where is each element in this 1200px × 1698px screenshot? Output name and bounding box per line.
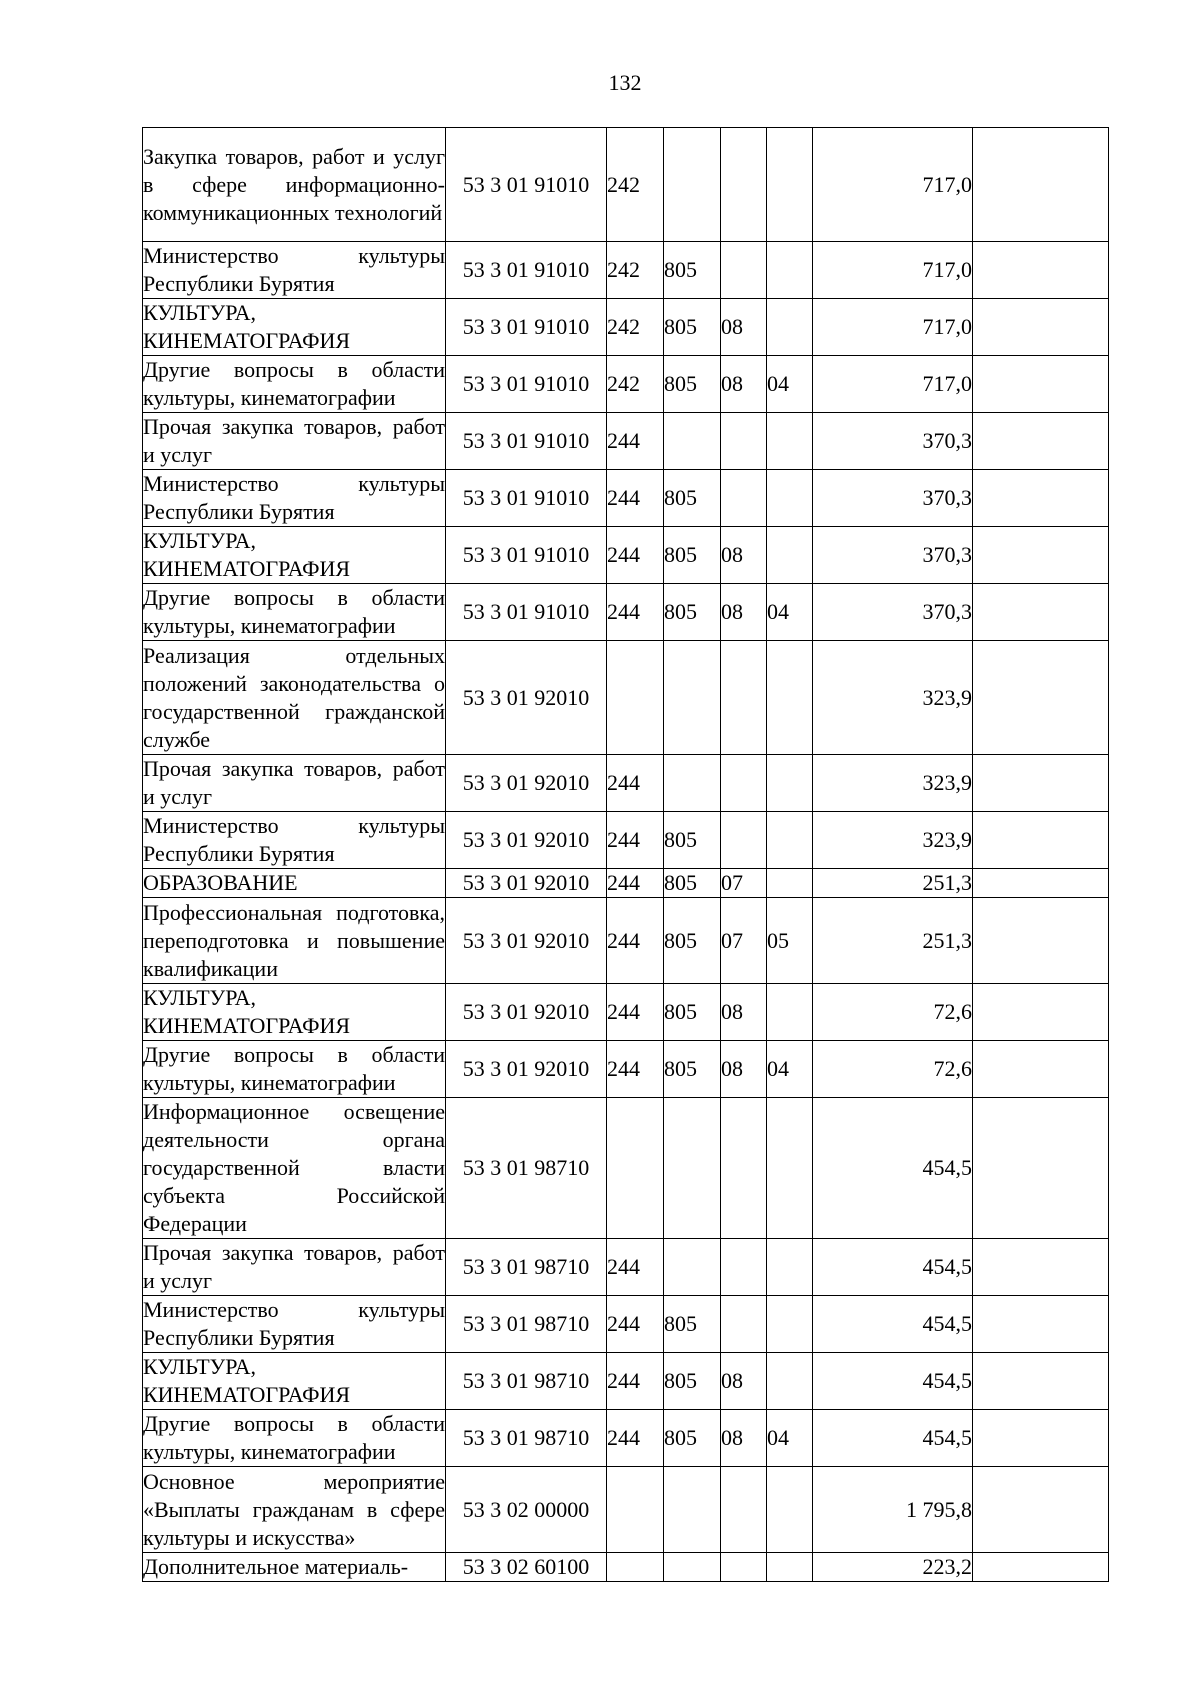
amount-cell: 251,3	[813, 898, 973, 984]
target-article-cell: 53 3 01 92010	[446, 984, 607, 1041]
section-cell: 08	[721, 527, 767, 584]
subsection-cell	[767, 1296, 813, 1353]
subsection-cell: 04	[767, 1041, 813, 1098]
amount-cell: 717,0	[813, 242, 973, 299]
ministry-code-cell: 805	[664, 584, 721, 641]
subsection-cell	[767, 812, 813, 869]
expense-type-cell	[607, 1098, 664, 1239]
empty-cell	[973, 1353, 1109, 1410]
section-cell	[721, 812, 767, 869]
target-article-cell: 53 3 01 92010	[446, 641, 607, 755]
subsection-cell	[767, 527, 813, 584]
section-cell	[721, 242, 767, 299]
amount-cell: 72,6	[813, 984, 973, 1041]
target-article-cell: 53 3 01 91010	[446, 242, 607, 299]
row-name-cell: Другие вопросы в области культуры, кинематографии	[143, 356, 446, 413]
ministry-code-cell: 805	[664, 470, 721, 527]
row-name-cell: Дополнительное материаль-	[143, 1553, 446, 1582]
section-cell: 08	[721, 356, 767, 413]
ministry-code-cell: 805	[664, 984, 721, 1041]
table-body	[143, 128, 1109, 1582]
subsection-cell	[767, 1098, 813, 1239]
section-cell	[721, 755, 767, 812]
empty-cell	[973, 299, 1109, 356]
expense-type-cell: 244	[607, 584, 664, 641]
empty-cell	[973, 869, 1109, 898]
section-cell	[721, 641, 767, 755]
row-name-cell: Министерство культуры Республики Бурятия	[143, 242, 446, 299]
table-row	[143, 812, 1109, 869]
table-row	[143, 413, 1109, 470]
row-name-cell: Реализация отдельных положений законодательства о государственной гражданской службе	[143, 641, 446, 755]
expense-type-cell: 242	[607, 128, 664, 242]
ministry-code-cell	[664, 1553, 721, 1582]
ministry-code-cell: 805	[664, 1410, 721, 1467]
ministry-code-cell: 805	[664, 1353, 721, 1410]
amount-cell: 454,5	[813, 1410, 973, 1467]
target-article-cell: 53 3 01 92010	[446, 869, 607, 898]
section-cell: 08	[721, 1353, 767, 1410]
empty-cell	[973, 755, 1109, 812]
amount-cell: 454,5	[813, 1353, 973, 1410]
amount-cell: 454,5	[813, 1098, 973, 1239]
section-cell	[721, 470, 767, 527]
ministry-code-cell: 805	[664, 1041, 721, 1098]
empty-cell	[973, 470, 1109, 527]
table-row	[143, 1041, 1109, 1098]
target-article-cell: 53 3 01 91010	[446, 584, 607, 641]
table-row	[143, 470, 1109, 527]
target-article-cell: 53 3 01 91010	[446, 356, 607, 413]
amount-cell: 223,2	[813, 1553, 973, 1582]
section-cell	[721, 413, 767, 470]
subsection-cell	[767, 869, 813, 898]
expense-type-cell: 244	[607, 755, 664, 812]
table-row	[143, 1098, 1109, 1239]
section-cell	[721, 1553, 767, 1582]
table-row	[143, 898, 1109, 984]
ministry-code-cell	[664, 128, 721, 242]
expense-type-cell: 244	[607, 869, 664, 898]
table-row	[143, 1410, 1109, 1467]
amount-cell: 370,3	[813, 413, 973, 470]
expense-type-cell: 244	[607, 812, 664, 869]
target-article-cell: 53 3 01 98710	[446, 1353, 607, 1410]
section-cell: 07	[721, 869, 767, 898]
ministry-code-cell: 805	[664, 869, 721, 898]
target-article-cell: 53 3 01 92010	[446, 755, 607, 812]
ministry-code-cell: 805	[664, 242, 721, 299]
ministry-code-cell: 805	[664, 812, 721, 869]
section-cell: 08	[721, 1410, 767, 1467]
table-row	[143, 869, 1109, 898]
row-name-cell: Другие вопросы в области культуры, кинематографии	[143, 1041, 446, 1098]
subsection-cell	[767, 984, 813, 1041]
expense-type-cell: 244	[607, 470, 664, 527]
row-name-cell: Основное мероприятие «Выплаты гражданам в сфере культуры и искусства»	[143, 1467, 446, 1553]
ministry-code-cell: 805	[664, 898, 721, 984]
amount-cell: 370,3	[813, 584, 973, 641]
row-name-cell: Прочая закупка товаров, работ и услуг	[143, 755, 446, 812]
target-article-cell: 53 3 02 00000	[446, 1467, 607, 1553]
amount-cell: 717,0	[813, 128, 973, 242]
row-name-cell: Информационное освещение деятельности органа государственной власти субъекта Российской Федерации	[143, 1098, 446, 1239]
row-name-cell: КУЛЬТУРА, КИНЕМАТОГРАФИЯ	[143, 1353, 446, 1410]
table-row	[143, 1353, 1109, 1410]
table-row	[143, 984, 1109, 1041]
section-cell: 08	[721, 584, 767, 641]
amount-cell: 323,9	[813, 641, 973, 755]
section-cell	[721, 1467, 767, 1553]
row-name-cell: ОБРАЗОВАНИЕ	[143, 869, 446, 898]
target-article-cell: 53 3 02 60100	[446, 1553, 607, 1582]
empty-cell	[973, 898, 1109, 984]
section-cell: 08	[721, 984, 767, 1041]
table-row	[143, 584, 1109, 641]
empty-cell	[973, 413, 1109, 470]
table-row	[143, 128, 1109, 242]
amount-cell: 454,5	[813, 1239, 973, 1296]
section-cell	[721, 1098, 767, 1239]
expense-type-cell: 244	[607, 527, 664, 584]
empty-cell	[973, 527, 1109, 584]
expense-type-cell: 244	[607, 413, 664, 470]
subsection-cell	[767, 470, 813, 527]
row-name-cell: Прочая закупка товаров, работ и услуг	[143, 413, 446, 470]
row-name-cell: Министерство культуры Республики Бурятия	[143, 1296, 446, 1353]
subsection-cell	[767, 413, 813, 470]
expense-type-cell: 244	[607, 1296, 664, 1353]
budget-table	[142, 127, 1109, 1582]
table-row	[143, 299, 1109, 356]
empty-cell	[973, 812, 1109, 869]
empty-cell	[973, 1410, 1109, 1467]
expense-type-cell	[607, 641, 664, 755]
subsection-cell: 04	[767, 584, 813, 641]
subsection-cell	[767, 1553, 813, 1582]
expense-type-cell	[607, 1467, 664, 1553]
subsection-cell: 05	[767, 898, 813, 984]
amount-cell: 323,9	[813, 812, 973, 869]
table-row	[143, 755, 1109, 812]
row-name-cell: Министерство культуры Республики Бурятия	[143, 470, 446, 527]
row-name-cell: КУЛЬТУРА, КИНЕМАТОГРАФИЯ	[143, 984, 446, 1041]
subsection-cell: 04	[767, 1410, 813, 1467]
table-row	[143, 1296, 1109, 1353]
expense-type-cell	[607, 1553, 664, 1582]
target-article-cell: 53 3 01 98710	[446, 1296, 607, 1353]
amount-cell: 717,0	[813, 299, 973, 356]
expense-type-cell: 244	[607, 1353, 664, 1410]
empty-cell	[973, 984, 1109, 1041]
amount-cell: 370,3	[813, 470, 973, 527]
ministry-code-cell: 805	[664, 1296, 721, 1353]
subsection-cell	[767, 1239, 813, 1296]
ministry-code-cell	[664, 413, 721, 470]
section-cell	[721, 1296, 767, 1353]
row-name-cell: Профессиональная подготовка, переподготовка и повышение квалификации	[143, 898, 446, 984]
amount-cell: 717,0	[813, 356, 973, 413]
row-name-cell: КУЛЬТУРА, КИНЕМАТОГРАФИЯ	[143, 527, 446, 584]
empty-cell	[973, 356, 1109, 413]
section-cell: 08	[721, 1041, 767, 1098]
target-article-cell: 53 3 01 98710	[446, 1098, 607, 1239]
section-cell: 07	[721, 898, 767, 984]
table-row	[143, 1239, 1109, 1296]
row-name-cell: КУЛЬТУРА, КИНЕМАТОГРАФИЯ	[143, 299, 446, 356]
empty-cell	[973, 641, 1109, 755]
section-cell	[721, 128, 767, 242]
ministry-code-cell	[664, 641, 721, 755]
amount-cell: 370,3	[813, 527, 973, 584]
page-number: 132	[608, 70, 642, 95]
target-article-cell: 53 3 01 92010	[446, 812, 607, 869]
ministry-code-cell: 805	[664, 356, 721, 413]
expense-type-cell: 242	[607, 242, 664, 299]
amount-cell: 72,6	[813, 1041, 973, 1098]
subsection-cell	[767, 299, 813, 356]
empty-cell	[973, 128, 1109, 242]
ministry-code-cell: 805	[664, 299, 721, 356]
subsection-cell	[767, 641, 813, 755]
subsection-cell	[767, 128, 813, 242]
empty-cell	[973, 1553, 1109, 1582]
target-article-cell: 53 3 01 91010	[446, 470, 607, 527]
table-row	[143, 242, 1109, 299]
amount-cell: 454,5	[813, 1296, 973, 1353]
expense-type-cell: 244	[607, 984, 664, 1041]
amount-cell: 1 795,8	[813, 1467, 973, 1553]
ministry-code-cell	[664, 1467, 721, 1553]
section-cell: 08	[721, 299, 767, 356]
table-row	[143, 641, 1109, 755]
expense-type-cell: 244	[607, 1410, 664, 1467]
empty-cell	[973, 1467, 1109, 1553]
subsection-cell: 04	[767, 356, 813, 413]
subsection-cell	[767, 1353, 813, 1410]
expense-type-cell: 242	[607, 356, 664, 413]
table-row	[143, 527, 1109, 584]
empty-cell	[973, 242, 1109, 299]
target-article-cell: 53 3 01 98710	[446, 1239, 607, 1296]
target-article-cell: 53 3 01 91010	[446, 413, 607, 470]
subsection-cell	[767, 1467, 813, 1553]
expense-type-cell: 244	[607, 1041, 664, 1098]
row-name-cell: Прочая закупка товаров, работ и услуг	[143, 1239, 446, 1296]
target-article-cell: 53 3 01 91010	[446, 299, 607, 356]
empty-cell	[973, 1239, 1109, 1296]
target-article-cell: 53 3 01 98710	[446, 1410, 607, 1467]
empty-cell	[973, 1098, 1109, 1239]
table-row	[143, 1553, 1109, 1582]
row-name-cell: Другие вопросы в области культуры, кинематографии	[143, 1410, 446, 1467]
ministry-code-cell: 805	[664, 527, 721, 584]
ministry-code-cell	[664, 755, 721, 812]
row-name-cell: Министерство культуры Республики Бурятия	[143, 812, 446, 869]
empty-cell	[973, 1041, 1109, 1098]
table-row	[143, 1467, 1109, 1553]
target-article-cell: 53 3 01 91010	[446, 128, 607, 242]
target-article-cell: 53 3 01 92010	[446, 898, 607, 984]
row-name-cell: Закупка товаров, работ и услуг в сфере информационно-коммуникационных технологий	[143, 128, 446, 242]
amount-cell: 251,3	[813, 869, 973, 898]
expense-type-cell: 242	[607, 299, 664, 356]
expense-type-cell: 244	[607, 898, 664, 984]
table-row	[143, 356, 1109, 413]
amount-cell: 323,9	[813, 755, 973, 812]
row-name-cell: Другие вопросы в области культуры, кинематографии	[143, 584, 446, 641]
ministry-code-cell	[664, 1239, 721, 1296]
ministry-code-cell	[664, 1098, 721, 1239]
section-cell	[721, 1239, 767, 1296]
subsection-cell	[767, 755, 813, 812]
target-article-cell: 53 3 01 91010	[446, 527, 607, 584]
empty-cell	[973, 584, 1109, 641]
target-article-cell: 53 3 01 92010	[446, 1041, 607, 1098]
empty-cell	[973, 1296, 1109, 1353]
expense-type-cell: 244	[607, 1239, 664, 1296]
subsection-cell	[767, 242, 813, 299]
